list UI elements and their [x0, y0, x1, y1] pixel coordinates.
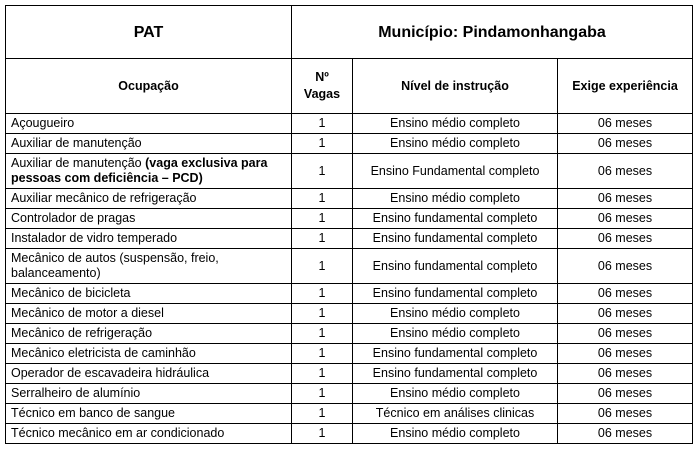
occupation-text: Serralheiro de alumínio: [11, 386, 141, 400]
cell-experience: 06 meses: [558, 189, 693, 209]
cell-occupation: [6, 344, 292, 364]
cell-occupation: [6, 249, 292, 284]
cell-vacancies: 1: [292, 364, 353, 384]
cell-education: Ensino fundamental completo: [353, 229, 558, 249]
cell-occupation: [6, 324, 292, 344]
cell-vacancies: 1: [292, 384, 353, 404]
occupation-text: Operador de escavadeira hidráulica: [11, 366, 210, 380]
cell-occupation: [6, 384, 292, 404]
cell-experience: 06 meses: [558, 229, 693, 249]
header-occupation: Ocupação: [6, 59, 292, 114]
cell-vacancies: 1: [292, 189, 353, 209]
header-vacancies: Nº Vagas: [292, 59, 353, 114]
cell-occupation: [6, 209, 292, 229]
cell-experience: 06 meses: [558, 209, 693, 229]
cell-vacancies: 1: [292, 284, 353, 304]
header-experience: Exige experiência: [558, 59, 693, 114]
table-row: [6, 114, 693, 134]
cell-occupation: [6, 229, 292, 249]
cell-education: Ensino médio completo: [353, 134, 558, 154]
municipality-title: Município: Pindamonhangaba: [292, 6, 693, 59]
cell-occupation: [6, 284, 292, 304]
cell-occupation: [6, 424, 292, 444]
cell-experience: 06 meses: [558, 344, 693, 364]
occupation-text: Mecânico de bicicleta: [11, 286, 131, 300]
cell-vacancies: 1: [292, 229, 353, 249]
cell-experience: 06 meses: [558, 304, 693, 324]
cell-education: Técnico em análises clinicas: [353, 404, 558, 424]
table-row: [6, 189, 693, 209]
cell-experience: 06 meses: [558, 424, 693, 444]
table-row: [6, 344, 693, 364]
occupation-text: Técnico em banco de sangue: [11, 406, 175, 420]
cell-occupation: [6, 114, 292, 134]
cell-education: Ensino fundamental completo: [353, 364, 558, 384]
occupation-text: Auxiliar mecânico de refrigeração: [11, 191, 197, 205]
table-row: [6, 209, 693, 229]
cell-education: Ensino médio completo: [353, 189, 558, 209]
table-row: [6, 384, 693, 404]
cell-education: Ensino fundamental completo: [353, 209, 558, 229]
occupation-text: Controlador de pragas: [11, 211, 136, 225]
table-row: [6, 249, 693, 284]
cell-vacancies: 1: [292, 134, 353, 154]
cell-vacancies: 1: [292, 404, 353, 424]
occupation-text: Instalador de vidro temperado: [11, 231, 178, 245]
cell-education: Ensino médio completo: [353, 384, 558, 404]
cell-occupation: [6, 134, 292, 154]
occupation-text: Mecânico de autos (suspensão, freio, balanceamento): [11, 251, 219, 280]
occupation-note: (vaga exclusiva para pessoas com deficiência – PCD): [11, 156, 268, 185]
occupation-text: Auxiliar de manutenção: [11, 156, 142, 170]
cell-education: Ensino fundamental completo: [353, 284, 558, 304]
cell-education: Ensino médio completo: [353, 114, 558, 134]
cell-vacancies: 1: [292, 209, 353, 229]
cell-experience: 06 meses: [558, 404, 693, 424]
cell-occupation: [6, 364, 292, 384]
occupation-text: Mecânico de refrigeração: [11, 326, 153, 340]
cell-occupation: [6, 304, 292, 324]
cell-education: Ensino fundamental completo: [353, 249, 558, 284]
pat-title: PAT: [6, 6, 292, 59]
cell-occupation: [6, 154, 292, 189]
cell-experience: 06 meses: [558, 154, 693, 189]
cell-experience: 06 meses: [558, 134, 693, 154]
table-row: [6, 284, 693, 304]
cell-vacancies: 1: [292, 324, 353, 344]
cell-occupation: [6, 189, 292, 209]
cell-experience: 06 meses: [558, 384, 693, 404]
table-row: [6, 324, 693, 344]
cell-experience: 06 meses: [558, 324, 693, 344]
cell-experience: 06 meses: [558, 364, 693, 384]
table-row: [6, 154, 693, 189]
title-row: [6, 6, 693, 59]
cell-vacancies: 1: [292, 154, 353, 189]
cell-vacancies: 1: [292, 249, 353, 284]
occupation-text: Auxiliar de manutenção: [11, 136, 142, 150]
occupation-text: Mecânico de motor a diesel: [11, 306, 164, 320]
job-vacancies-table: [5, 5, 693, 444]
occupation-text: Técnico mecânico em ar condicionado: [11, 426, 225, 440]
table-row: [6, 134, 693, 154]
column-header-row: [6, 59, 693, 114]
cell-education: Ensino médio completo: [353, 424, 558, 444]
table-row: [6, 304, 693, 324]
cell-experience: 06 meses: [558, 114, 693, 134]
occupation-text: Mecânico eletricista de caminhão: [11, 346, 196, 360]
cell-education: Ensino fundamental completo: [353, 344, 558, 364]
cell-vacancies: 1: [292, 304, 353, 324]
table-row: [6, 404, 693, 424]
cell-vacancies: 1: [292, 114, 353, 134]
table-row: [6, 229, 693, 249]
cell-vacancies: 1: [292, 424, 353, 444]
cell-education: Ensino médio completo: [353, 324, 558, 344]
cell-occupation: [6, 404, 292, 424]
cell-education: Ensino médio completo: [353, 304, 558, 324]
header-education: Nível de instrução: [353, 59, 558, 114]
occupation-text: Açougueiro: [11, 116, 75, 130]
cell-experience: 06 meses: [558, 249, 693, 284]
cell-education: Ensino Fundamental completo: [353, 154, 558, 189]
table-row: [6, 424, 693, 444]
table-row: [6, 364, 693, 384]
cell-experience: 06 meses: [558, 284, 693, 304]
cell-vacancies: 1: [292, 344, 353, 364]
